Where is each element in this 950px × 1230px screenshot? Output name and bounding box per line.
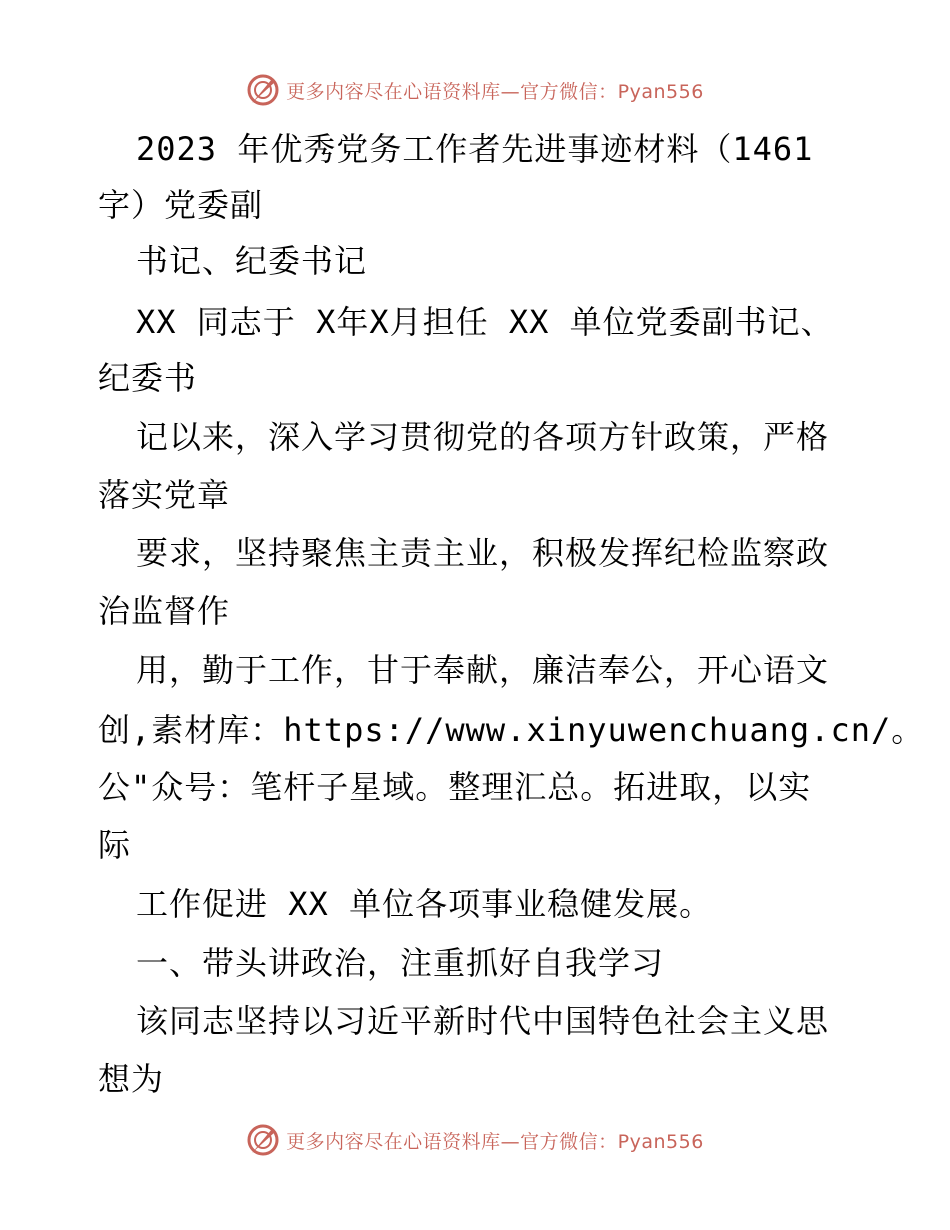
document-line: 工作促进 XX 单位各项事业稳健发展。 <box>136 885 713 923</box>
document-line: 书记、纪委书记 <box>136 242 368 280</box>
document-line: 际 <box>98 826 132 864</box>
document-line: 公"众号：笔杆子星域。整理汇总。拓进取，以实 <box>98 768 812 806</box>
footer-banner <box>0 1120 950 1160</box>
document-line: 要求，坚持聚焦主责主业，积极发挥纪检监察政 <box>136 534 830 572</box>
document-line: 想为 <box>98 1060 165 1098</box>
document-line: 该同志坚持以习近平新时代中国特色社会主义思 <box>136 1002 830 1040</box>
document-line: XX 同志于 X年X月担任 XX 单位党委副书记、 <box>136 303 834 341</box>
header-banner-text: 更多内容尽在心语资料库—官方微信：Pyan556 <box>286 80 704 103</box>
quill-logo-icon <box>246 1123 280 1157</box>
quill-logo-icon <box>246 73 280 107</box>
document-line: 一、带头讲政治，注重抓好自我学习 <box>136 944 665 982</box>
document-line: 治监督作 <box>98 592 231 630</box>
document-line: 创,素材库：https://www.xinyuwenchuang.cn/。 <box>98 711 925 749</box>
document-line: 2023 年优秀党务工作者先进事迹材料（1461 <box>136 130 814 168</box>
document-line: 纪委书 <box>98 359 198 397</box>
document-line: 落实党章 <box>98 476 231 514</box>
document-line: 字）党委副 <box>98 186 264 224</box>
document-line: 用，勤于工作，甘于奉献，廉洁奉公，开心语文 <box>136 651 830 689</box>
document-line: 记以来，深入学习贯彻党的各项方针政策，严格 <box>136 418 830 456</box>
header-banner <box>0 70 950 110</box>
footer-banner-text: 更多内容尽在心语资料库—官方微信：Pyan556 <box>286 1130 704 1153</box>
